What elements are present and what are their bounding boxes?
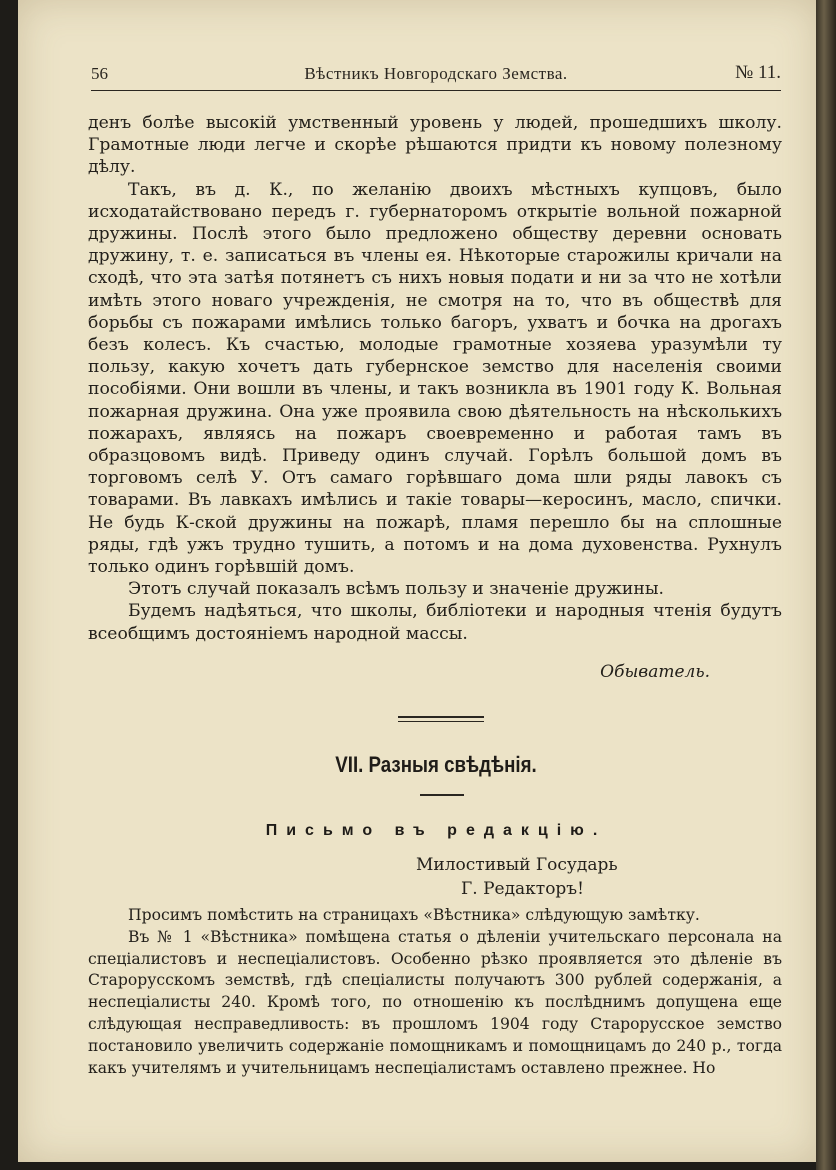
paragraph: Просимъ помѣстить на страницахъ «Вѣстника» слѣдующую замѣтку. <box>128 906 700 924</box>
running-header <box>91 62 781 91</box>
letter-title: Письмо въ редакцію. <box>265 822 607 839</box>
issue-number: № 11. <box>735 62 781 83</box>
page <box>18 0 818 1162</box>
page-number: 56 <box>91 64 108 83</box>
signature: Обыватель. <box>600 662 710 682</box>
title-dash <box>420 794 464 796</box>
letter-body <box>88 905 782 1079</box>
salutation-line: Г. Редакторъ! <box>461 879 584 899</box>
paragraph: Такъ, въ д. К., по желанію двоихъ мѣстныхъ купцовъ, было исходатайствовано передъ г. губернаторомъ открытіе вольной пожарной дружины. Послѣ этого было предложено обществу деревни основать дружину, т. е. записаться въ члены ея. Нѣкоторые старожилы кричали на сходѣ, что эта затѣя потянетъ съ нихъ новыя подати и ни за что не хотѣли имѣть этого новаго учрежденія, не смотря на то, что въ обществѣ для борьбы съ пожарами имѣлись только багоръ, ухватъ и бочка на дрогахъ безъ колесъ. Къ счастью, молодые грамотные хозяева уразумѣли ту пользу, какую хочетъ дать губернское земство для населенія своими пособіями. Они вошли въ члены, и такъ возникла въ 1901 году К. Вольная пожарная дружина. Она уже проявила свою дѣятельность на нѣсколькихъ пожарахъ, являясь на пожаръ своевременно и работая тамъ въ образцовомъ видѣ. Приведу одинъ случай. Горѣлъ большой домъ въ торговомъ селѣ У. Отъ самаго горѣвшаго дома шли ряды лавокъ съ товарами. Въ лавкахъ имѣлись и такіе товары—керосинъ, масло, спички. Не будь К-ской дружины на пожарѣ, пламя перешло бы на сплошные ряды, гдѣ ужъ трудно тушить, а потомъ и на дома духовенства. Рухнулъ только одинъ горѣвшій домъ. <box>88 179 782 578</box>
section-divider <box>398 716 484 718</box>
paragraph: денъ болѣе высокій умственный уровень у людей, прошедшихъ школу. Грамотные люди легче и скорѣе рѣшаются придти къ новому полезному дѣлу. <box>88 113 782 178</box>
article-body <box>88 112 782 645</box>
salutation-line: Милостивый Государь <box>416 855 618 875</box>
section-title: VII. Разныя свѣдѣнія. <box>335 752 537 777</box>
paragraph: Въ № 1 «Вѣстника» помѣщена статья о дѣленіи учительскаго персонала на спеціалистовъ и неспеціалистовъ. Особенно рѣзко проявляется это дѣленіе въ Старорусскомъ земствѣ, гдѣ спеціалисты получаютъ 300 рублей содержанія, а неспеціалисты 240. Кромѣ того, по отношенію къ послѣднимъ допущена еще слѣдующая несправедливость: въ прошломъ 1904 году Старорусское земство постановило увеличить содержаніе помощникамъ и помощницамъ до 240 р., тогда какъ учителямъ и учительницамъ неспеціалистамъ оставлено прежнее. Но <box>88 927 782 1077</box>
book-spine <box>816 0 836 1170</box>
salutation <box>416 853 618 901</box>
section-divider-thin <box>398 721 484 722</box>
paragraph: Будемъ надѣяться, что школы, библіотеки и народныя чтенія будутъ всеобщимъ достояніемъ народной массы. <box>88 601 782 644</box>
paragraph: Этотъ случай показалъ всѣмъ пользу и значеніе дружины. <box>128 579 664 600</box>
journal-title: Вѣстникъ Новгородскаго Земства. <box>304 64 568 83</box>
